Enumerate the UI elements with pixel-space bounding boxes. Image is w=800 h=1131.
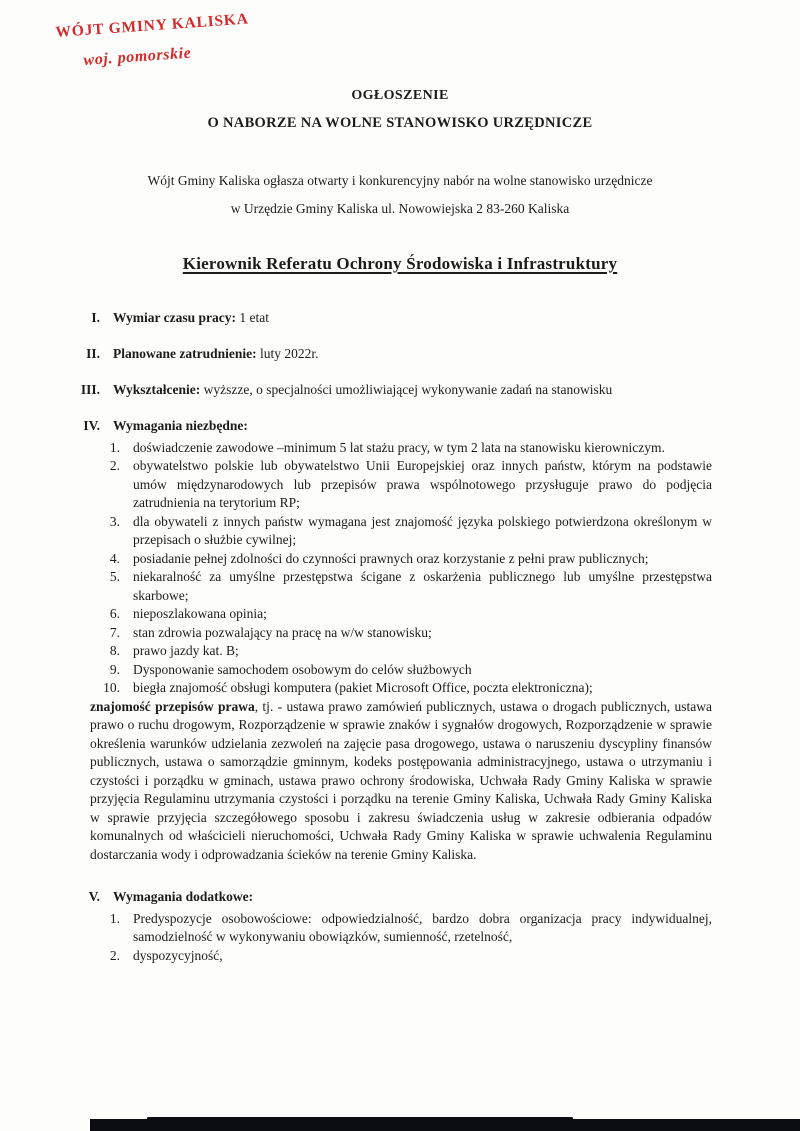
list-item — [90, 439, 712, 458]
stamp-org-name: WÓJT GMINY KALISKA — [55, 10, 250, 41]
section-label: Wymagania niezbędne: — [113, 418, 248, 433]
item-text: doświadczenie zawodowe –minimum 5 lat stażu pracy, w tym 2 lata na stanowisku kierowniczym. — [133, 439, 665, 455]
item-text: obywatelstwo polskie lub obywatelstwo Unii Europejskiej oraz innych państw, którym na podstawie umów międzynarodowych lub przepisów prawa wspólnotowego przysługuje prawo do podjęcia zatrudnienia na terytorium RP; — [133, 458, 712, 510]
item-text: Predyspozycje osobowościowe: odpowiedzialność, bardzo dobra organizacja pracy indywidualnej, samodzielność w wykonywaniu obowiązków, sumienność, rzetelność, — [133, 910, 712, 944]
item-text: nieposzlakowana opinia; — [133, 606, 267, 621]
law-paragraph-lead: znajomość przepisów prawa — [90, 698, 255, 714]
section-numeral: I. — [91, 310, 100, 325]
scan-artifact-bar — [90, 1119, 800, 1131]
list-item — [90, 661, 712, 680]
item-number: 2. — [109, 947, 120, 963]
section-value: luty 2022r. — [260, 346, 319, 361]
item-number: 2. — [109, 458, 120, 473]
item-number: 9. — [109, 661, 120, 677]
item-text: prawo jazdy kat. B; — [133, 643, 239, 658]
item-text: dyspozycyjność, — [133, 947, 223, 963]
section-body — [113, 309, 269, 328]
item-number: 5. — [109, 569, 120, 584]
list-item — [90, 550, 712, 569]
item-text: biegła znajomość obsługi komputera (pakiet Microsoft Office, poczta elektroniczna); — [133, 680, 593, 695]
item-text: posiadanie pełnej zdolności do czynności prawnych oraz korzystanie z pełni praw publicznych; — [133, 550, 649, 566]
stamp-voivodeship: woj. pomorskie — [83, 44, 192, 70]
item-number: 10. — [103, 680, 120, 695]
section-label: Wykształcenie: — [113, 382, 201, 397]
announcement-subtitle: O NABORZE NA WOLNE STANOWISKO URZĘDNICZE — [207, 115, 593, 131]
list-item — [90, 947, 712, 966]
intro-line-1: Wójt Gminy Kaliska ogłasza otwarty i konkurencyjny nabór na wolne stanowisko urzędnicze — [147, 173, 653, 188]
section-body — [113, 345, 319, 364]
item-text: Dysponowanie samochodem osobowym do celów służbowych — [133, 661, 472, 677]
section-body — [113, 381, 612, 400]
list-item — [90, 642, 712, 661]
section-numeral: III. — [80, 382, 100, 397]
law-paragraph-body: , tj. - ustawa prawo zamówień publicznych, ustawa o drogach publicznych, ustawa prawo o ruchu drogowym, Rozporządzenie w sprawie znaków i sygnałów drogowych, Rozporządzenie w sprawie określenia warunków udzielania zezwoleń na zajęcie pasa drogowego, ustawa o naruszeniu dyscypliny finansów publicznych, ustawa o samorządzie gminnym, kodeks postępowania administracyjnego, ustawa o utrzymaniu i czystości i porządku w gminach, ustawa prawo ochrony środowiska, Uchwała Rady Gminy Kaliska w sprawie przyjęcia Regulaminu utrzymania czystości i porządku na terenie Gminy Kaliska, Uchwała Rady Gminy Kaliska w sprawie przyjęcia szczegółowego sposobu i zakresu świadczenia usług w zakresie odbierania odpadów komunalnych od właścicieli nieruchomości, Uchwała Rady Gminy Kaliska w sprawie uchwalenia Regulaminu dostarczania wody i odprowadzania ścieków na terenie Gminy Kaliska. — [90, 698, 713, 862]
section-planned-employment — [58, 345, 712, 364]
section-label: Planowane zatrudnienie: — [113, 346, 257, 361]
item-text: dla obywateli z innych państw wymagana jest znajomość języka polskiego potwierdzona określonym w przepisach o służbie cywilnej; — [133, 513, 712, 547]
list-item — [90, 679, 712, 698]
additional-qualifications-list — [0, 910, 712, 966]
list-item — [90, 624, 712, 643]
list-item — [90, 910, 712, 947]
list-item — [90, 568, 712, 605]
intro-line-2: w Urzędzie Gminy Kaliska ul. Nowowiejska 2 83-260 Kaliska — [230, 201, 570, 216]
law-knowledge-paragraph — [90, 698, 712, 865]
required-qualifications-list — [0, 439, 712, 698]
item-number: 8. — [109, 643, 120, 658]
section-numeral: V. — [88, 889, 100, 904]
list-item — [90, 513, 712, 550]
item-text: stan zdrowia pozwalający na pracę na w/w stanowisku; — [133, 624, 432, 640]
section-numeral: IV. — [83, 418, 100, 433]
section-body — [113, 417, 248, 436]
section-value: 1 etat — [239, 310, 269, 325]
office-stamp — [55, 10, 251, 71]
item-text: niekaralność za umyślne przestępstwa ścigane z oskarżenia publicznego lub umyślne przestępstwa skarbowe; — [133, 569, 712, 603]
item-number: 4. — [109, 550, 120, 566]
section-value: wyższze, o specjalności umożliwiającej wykonywanie zadań na stanowisku — [203, 382, 613, 397]
list-item — [90, 457, 712, 513]
section-working-time — [58, 309, 712, 328]
item-number: 6. — [109, 606, 120, 621]
section-education — [58, 381, 712, 400]
section-additional-qualifications — [58, 888, 712, 907]
item-number: 1. — [109, 439, 120, 455]
section-numeral: II. — [86, 346, 100, 361]
list-item — [90, 605, 712, 624]
section-label: Wymiar czasu pracy: — [113, 310, 236, 325]
position-heading: Kierownik Referatu Ochrony Środowiska i Infrastruktury — [182, 254, 618, 273]
section-label: Wymagania dodatkowe: — [113, 889, 254, 904]
section-body — [113, 888, 253, 907]
item-number: 1. — [109, 910, 120, 926]
item-number: 3. — [109, 513, 120, 529]
section-required-qualifications — [58, 417, 712, 436]
item-number: 7. — [109, 624, 120, 640]
announcement-title: OGŁOSZENIE — [351, 88, 449, 103]
